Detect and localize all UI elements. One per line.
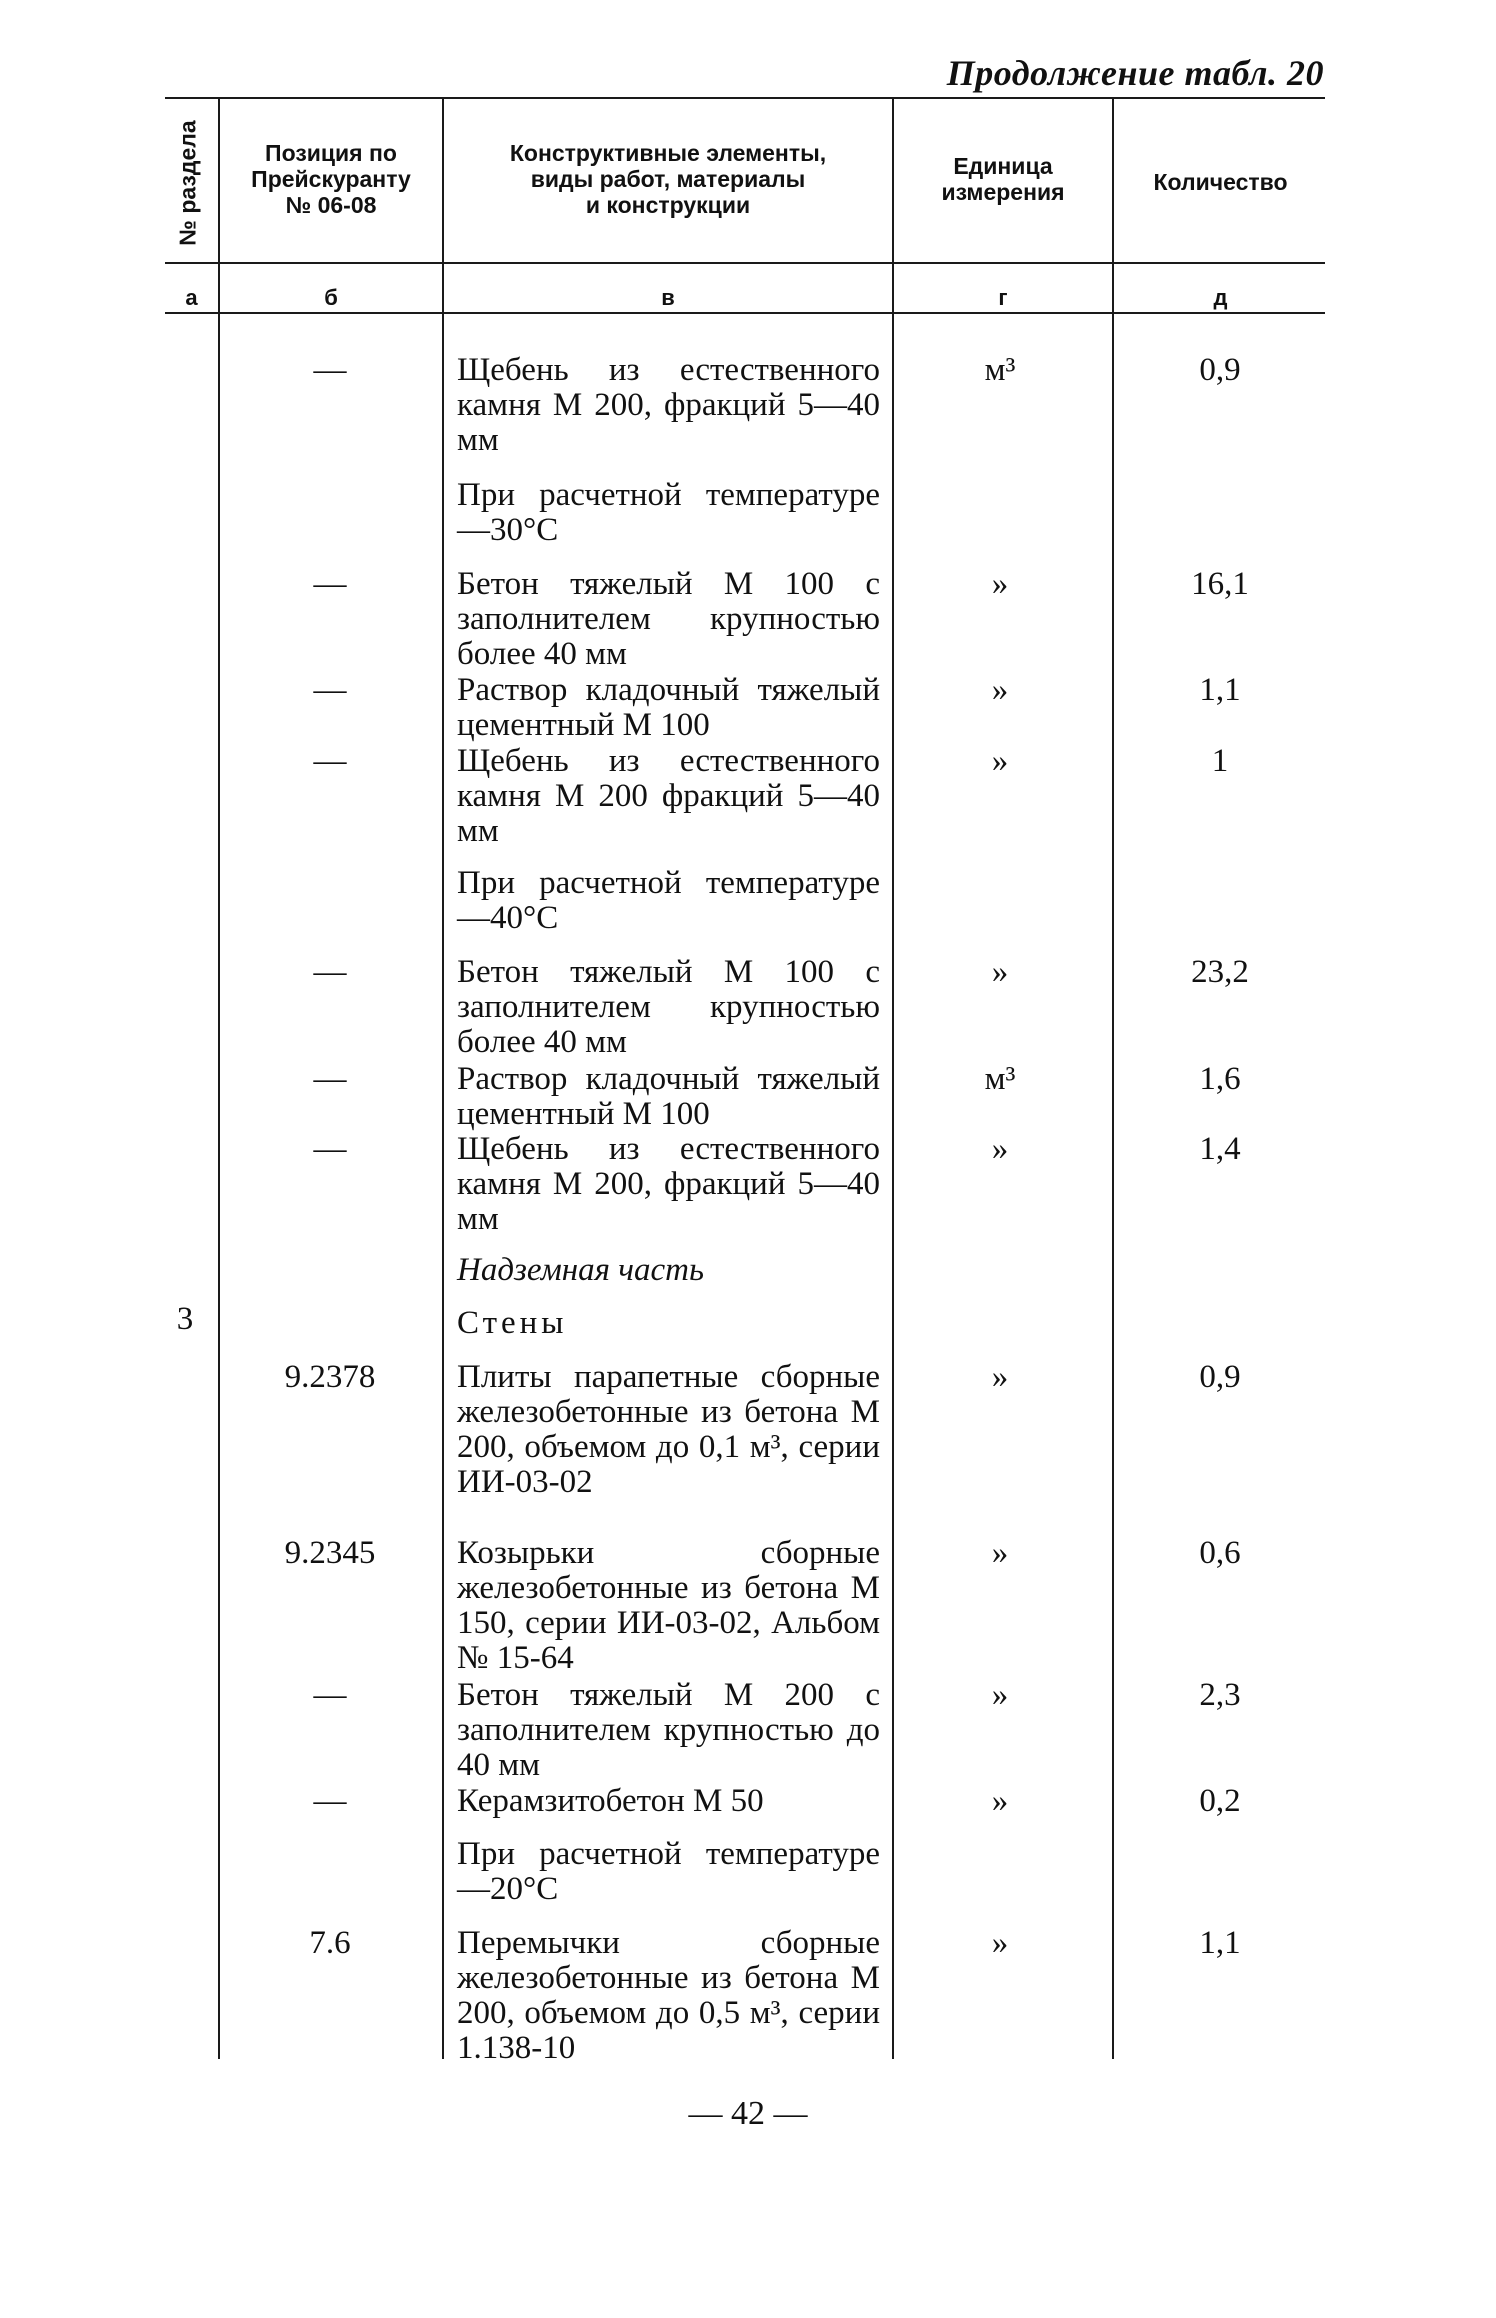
header-elements: Конструктивные элементы, виды работ, материалы и конструкции — [509, 140, 827, 218]
section-number: 3 — [176, 1301, 194, 1337]
row-description: Керамзитобетон М 50 — [457, 1783, 764, 1819]
row-quantity: 0,6 — [1199, 1535, 1241, 1571]
column-divider-4 — [1112, 97, 1114, 2059]
row-subheading: Надземная часть — [457, 1252, 704, 1288]
row-unit: » — [991, 1677, 1009, 1713]
row-unit: м³ — [984, 1061, 1016, 1097]
row-unit: » — [991, 1783, 1009, 1819]
column-letter-d: д — [1213, 285, 1228, 310]
row-description: Раствор кладочный тяжелый цементный М 100 — [457, 1061, 880, 1132]
row-description: Щебень из естественного камня М 200 фракций 5—40 мм — [457, 743, 880, 849]
header-unit: Единица измерения — [941, 153, 1065, 205]
column-divider-2 — [442, 97, 444, 2059]
column-letter-g: г — [998, 285, 1008, 310]
row-position: — — [313, 566, 347, 602]
table-caption: Продолжение табл. 20 — [946, 53, 1324, 93]
row-unit: » — [991, 1131, 1009, 1167]
row-quantity: 1,4 — [1199, 1131, 1241, 1167]
row-description: Плиты парапетные сборные железобетонные из бетона М 200, объемом до 0,1 м³, серии ИИ-03-02 — [457, 1359, 880, 1500]
row-description: Бетон тяжелый М 100 с заполнителем крупностью более 40 мм — [457, 954, 880, 1060]
header-position: Позиция по Прейскуранту № 06-08 — [251, 140, 411, 218]
row-position: 9.2378 — [284, 1359, 376, 1395]
column-letter-v: в — [661, 285, 675, 310]
row-position: 9.2345 — [284, 1535, 376, 1571]
row-description: Бетон тяжелый М 200 с заполнителем крупностью до 40 мм — [457, 1677, 880, 1783]
header-bottom-rule — [165, 262, 1325, 264]
row-subheading: При расчетной температуре —30°С — [457, 477, 880, 548]
row-description: Бетон тяжелый М 100 с заполнителем крупностью более 40 мм — [457, 566, 880, 672]
row-position: — — [313, 672, 347, 708]
header-quantity: Количество — [1153, 169, 1288, 195]
row-unit: » — [991, 743, 1009, 779]
row-description: Щебень из естественного камня М 200, фракций 5—40 мм — [457, 1131, 880, 1237]
row-position: — — [313, 1783, 347, 1819]
row-position: — — [313, 1131, 347, 1167]
row-unit: » — [991, 672, 1009, 708]
row-description: Щебень из естественного камня М 200, фракций 5—40 мм — [457, 352, 880, 458]
document-page: Продолжение табл. 20 № раздела Позиция по Прейскуранту № 06-08 Конструктивные элементы, виды работ, материалы и конструкции Единица измерения Количество а б в г д 3 — Щебень из естественного камня М 200, фракций 5—40 мм м³ 0,9 При расчетной температуре —30°С — Бетон тяжелый М 100 с заполнителем крупностью более 40 мм » 16,1 — Раствор кладочный тяжелый цементный М 100 » 1,1 — Щебень из естественного камня М 200 фракций 5—40 мм » 1 При расчетной температуре —40°С — Бетон тяжелый М 100 с заполнителем крупностью более 40 мм » 23,2 — Раствор кладочный тяжелый цементный М 100 м³ 1,6 — Щебень из естественного камня М 200, фракций 5—40 мм » 1,4 Надземная часть Стены 9.2378 Плиты парапетные сборные железобетонные из бетона М 200, объемом до 0,1 м³, серии ИИ-03-02 » 0,9 9.2345 Козырьки сборные железобетонные из бетона М 150, серии ИИ-03-02, Альбом № 15-64 » 0,6 — Бетон тяжелый М 200 с заполнителем крупностью до 40 мм » 2,3 — Керамзитобетон М 50 » 0,2 При расчетной температуре —20°С 7.6 Перемычки сборные железобетонные из бетона М 200, объемом до 0,5 м³, серии 1.138-10 » 1,1 — 42 — — [0, 0, 1496, 2318]
row-position: — — [313, 352, 347, 388]
row-quantity: 1,1 — [1199, 1925, 1241, 1961]
column-divider-3 — [892, 97, 894, 2059]
row-unit: » — [991, 954, 1009, 990]
row-position: 7.6 — [309, 1925, 351, 1961]
row-quantity: 1,6 — [1199, 1061, 1241, 1097]
row-description: Перемычки сборные железобетонные из бетона М 200, объемом до 0,5 м³, серии 1.138-10 — [457, 1925, 880, 2066]
row-description: Козырьки сборные железобетонные из бетона М 150, серии ИИ-03-02, Альбом № 15-64 — [457, 1535, 880, 1676]
row-position: — — [313, 954, 347, 990]
row-unit: » — [991, 566, 1009, 602]
row-quantity: 16,1 — [1191, 566, 1249, 602]
row-position: — — [313, 743, 347, 779]
row-unit: » — [991, 1359, 1009, 1395]
row-unit: м³ — [984, 352, 1016, 388]
letters-bottom-rule — [165, 312, 1325, 314]
row-quantity: 1 — [1211, 743, 1229, 779]
row-position: — — [313, 1677, 347, 1713]
table-top-rule — [165, 97, 1325, 99]
column-divider-1 — [218, 97, 220, 2059]
column-letter-a: а — [185, 285, 198, 310]
row-quantity: 0,9 — [1199, 1359, 1241, 1395]
row-unit: » — [991, 1535, 1009, 1571]
row-position: — — [313, 1061, 347, 1097]
row-quantity: 1,1 — [1199, 672, 1241, 708]
row-quantity: 2,3 — [1199, 1677, 1241, 1713]
row-quantity: 23,2 — [1191, 954, 1249, 990]
page-number: — 42 — — [688, 2095, 808, 2132]
row-description: Раствор кладочный тяжелый цементный М 100 — [457, 672, 880, 743]
row-subheading: При расчетной температуре —40°С — [457, 865, 880, 936]
row-subheading: При расчетной температуре —20°С — [457, 1836, 880, 1907]
row-subheading: Стены — [457, 1305, 568, 1341]
row-quantity: 0,9 — [1199, 352, 1241, 388]
row-unit: » — [991, 1925, 1009, 1961]
column-letter-b: б — [324, 285, 338, 310]
row-quantity: 0,2 — [1199, 1783, 1241, 1819]
